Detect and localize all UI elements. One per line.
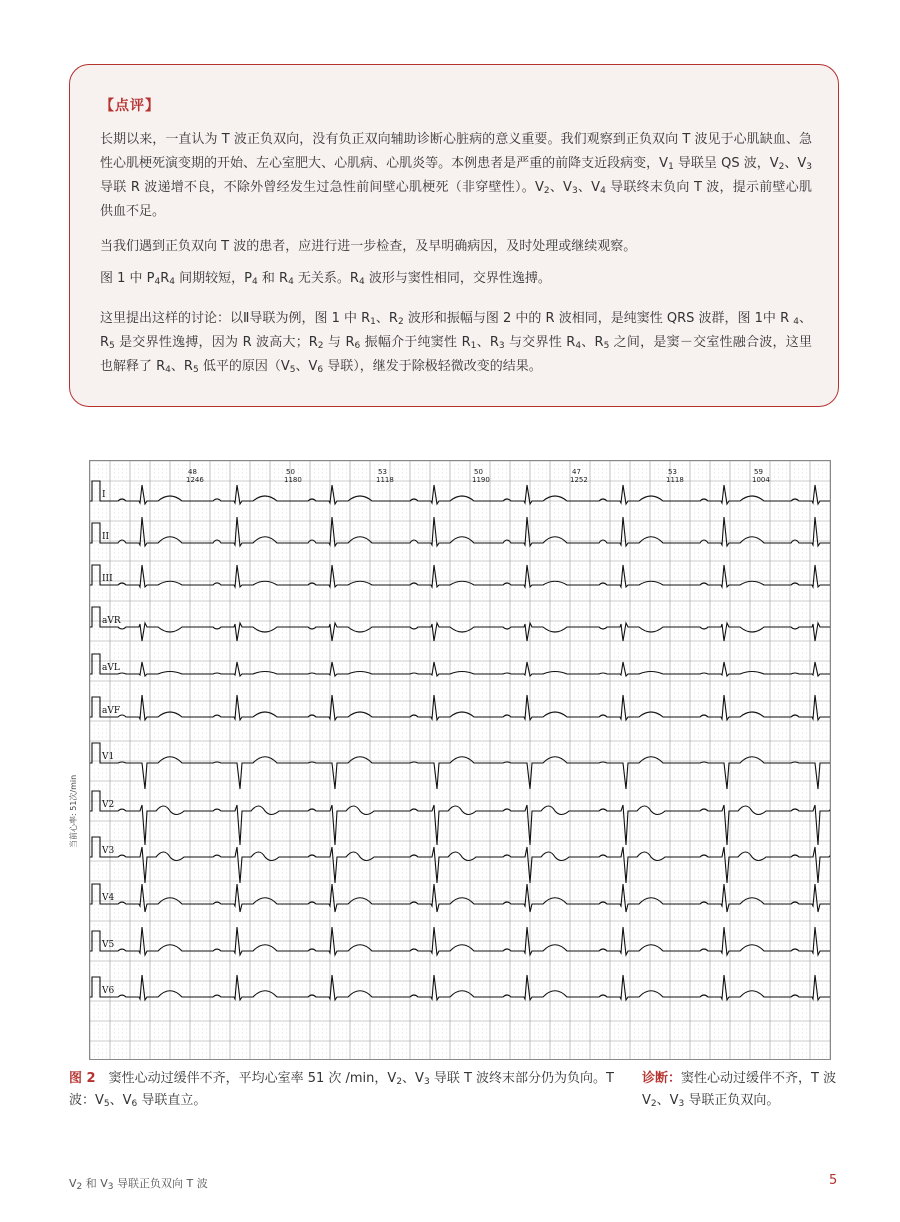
subscript: 2 xyxy=(650,1099,657,1109)
subscript: 6 xyxy=(317,365,324,375)
lead-label: aVF xyxy=(102,706,121,716)
lead-label: V6 xyxy=(102,986,115,996)
lead-label: aVR xyxy=(102,616,121,626)
ecg-lead-trace xyxy=(90,837,831,883)
review-paragraph-3: 图 1 中 $P_4R_4$ 间期较短，$P_4$ 和 $R_4$ 无关系。$R_4$ 波形与窦性相同，交界性逸搏。 xyxy=(100,271,551,287)
interval-rate: 59 xyxy=(754,468,763,476)
ecg-lead-trace xyxy=(90,884,831,912)
subscript: 4 xyxy=(165,365,171,375)
subscript: 2 xyxy=(317,341,324,351)
subscript: 3 xyxy=(423,1077,430,1087)
subscript: 5 xyxy=(109,341,115,351)
subscript: 3 xyxy=(498,341,505,351)
subscript: 5 xyxy=(289,365,296,375)
lead-label: V5 xyxy=(102,940,115,950)
subscript: 2 xyxy=(778,162,785,172)
interval-ms: 1190 xyxy=(472,476,490,484)
lead-label: III xyxy=(102,574,113,584)
subscript: 1 xyxy=(370,317,376,327)
ecg-lead-trace xyxy=(90,695,831,720)
ecg-lead-trace xyxy=(90,607,831,641)
review-paragraph-4: 这里提出这样的讨论：以Ⅱ导联为例，图 1 中 $R_1$、$R_2$ 波形和振幅与图 2 中的 R 波相同，是纯窦性 QRS 波群，图 1中 R $_4$、$R_5$ 是交界性逸搏，因为 R 波高大；$R_2$ 与 $R_6$ 振幅介于纯窦性 $R_1$、$R_3$ 与交界性 $R_4$、$R_5$ 之间，是窦－交室性融合波，这里也解释了 $R_4$、$R_5$ 低平的原因（$V_5$、$V_6$ 导联），继发于除极轻微改变的结果。 xyxy=(100,311,812,375)
subscript: 6 xyxy=(131,1099,138,1109)
subscript: 5 xyxy=(603,341,610,351)
running-footer: $V_2$ 和 $V_3$ 导联正负双向 T 波 xyxy=(69,1177,208,1192)
lead-label: aVL xyxy=(102,663,120,673)
interval-rate: 47 xyxy=(572,468,581,476)
interval-ms: 1180 xyxy=(284,476,302,484)
review-paragraph-1: 长期以来，一直认为 T 波正负双向，没有负正双向辅助诊断心脏病的意义重要。我们观察到正负双向 T 波见于心肌缺血、急性心肌梗死演变期的开始、左心室肥大、心肌病、心肌炎等。本例患者是严重的前降支近段病变，$V_1$ 导联呈 QS 波，$V_2$、$V_3$ 导联 R 波递增不良，不除外曾经发生过急性前间壁心肌梗死（非穿壁性）。$V_2$、$V_3$、$V_4$ 导联终末负向 T 波，提示前壁心肌供血不足。 xyxy=(100,132,812,219)
subscript: 4 xyxy=(169,277,176,287)
ecg-side-label xyxy=(66,760,80,850)
subscript: 4 xyxy=(288,277,294,287)
lead-label: V1 xyxy=(102,752,115,762)
subscript: 5 xyxy=(192,365,199,375)
subscript: 4 xyxy=(358,277,365,287)
interval-rate: 53 xyxy=(378,468,387,476)
review-paragraph-2: 当我们遇到正负双向 T 波的患者，应进行进一步检查，及早明确病因，及时处理或继续观察。 xyxy=(100,239,637,254)
ecg-grid xyxy=(90,461,830,1059)
interval-rate: 50 xyxy=(474,468,483,476)
interval-ms: 1118 xyxy=(376,476,394,484)
subscript: 4 xyxy=(793,317,799,327)
ecg-lead-trace xyxy=(90,743,831,789)
page-number: 5 xyxy=(829,1173,838,1188)
review-title: 【点评】 xyxy=(100,98,160,114)
diagnosis xyxy=(642,1068,842,1112)
lead-label: V3 xyxy=(102,846,115,856)
subscript: 1 xyxy=(470,341,477,351)
interval-rate: 48 xyxy=(188,468,197,476)
review-box xyxy=(69,64,839,407)
interval-ms: 1004 xyxy=(752,476,770,484)
ecg-lead-trace xyxy=(90,654,831,676)
interval-rate: 53 xyxy=(668,468,677,476)
lead-label: I xyxy=(102,490,106,500)
subscript: 3 xyxy=(678,1099,685,1109)
ecg-tracing xyxy=(89,460,831,1060)
figure-caption xyxy=(69,1068,624,1112)
subscript: 3 xyxy=(806,162,812,172)
ecg-lead-trace xyxy=(90,565,831,587)
subscript: 5 xyxy=(103,1099,110,1109)
lead-label: II xyxy=(102,532,110,542)
subscript: 4 xyxy=(575,341,582,351)
interval-ms: 1118 xyxy=(666,476,684,484)
subscript: 6 xyxy=(354,341,361,351)
subscript: 1 xyxy=(668,162,674,172)
subscript: 2 xyxy=(543,186,550,196)
diagnosis-label: 诊断： xyxy=(642,1071,682,1086)
figure-caption-text: 窦性心动过缓伴不齐，平均心室率 51 次 /min，$V_2$、$V_3$ 导联 T 波终末部分仍为负向。T 波：$V_5$、$V_6$ 导联直立。 xyxy=(69,1071,614,1109)
lead-label: V2 xyxy=(102,800,115,810)
subscript: 3 xyxy=(107,1182,114,1192)
figure-label: 图 2 xyxy=(69,1071,96,1086)
subscript: 2 xyxy=(396,1077,403,1087)
subscript: 4 xyxy=(252,277,258,287)
ecg-lead-trace xyxy=(90,481,831,504)
ecg-leads xyxy=(90,481,831,1000)
interval-ms: 1246 xyxy=(186,476,204,484)
ecg-lead-trace xyxy=(90,791,831,845)
ecg-lead-trace xyxy=(90,975,831,1000)
subscript: 3 xyxy=(571,186,578,196)
ecg-lead-trace xyxy=(90,517,831,546)
diagnosis-text: 窦性心动过缓伴不齐，T 波 $V_2$、$V_3$ 导联正负双向。 xyxy=(642,1071,837,1109)
lead-label: V4 xyxy=(102,893,115,903)
interval-ms: 1252 xyxy=(570,476,588,484)
interval-rate: 50 xyxy=(286,468,295,476)
subscript: 2 xyxy=(397,317,404,327)
subscript: 4 xyxy=(600,186,606,196)
subscript: 2 xyxy=(76,1182,83,1192)
ecg-heart-rate-label: 当前心率: 51次/min xyxy=(69,774,78,848)
subscript: 4 xyxy=(154,277,161,287)
